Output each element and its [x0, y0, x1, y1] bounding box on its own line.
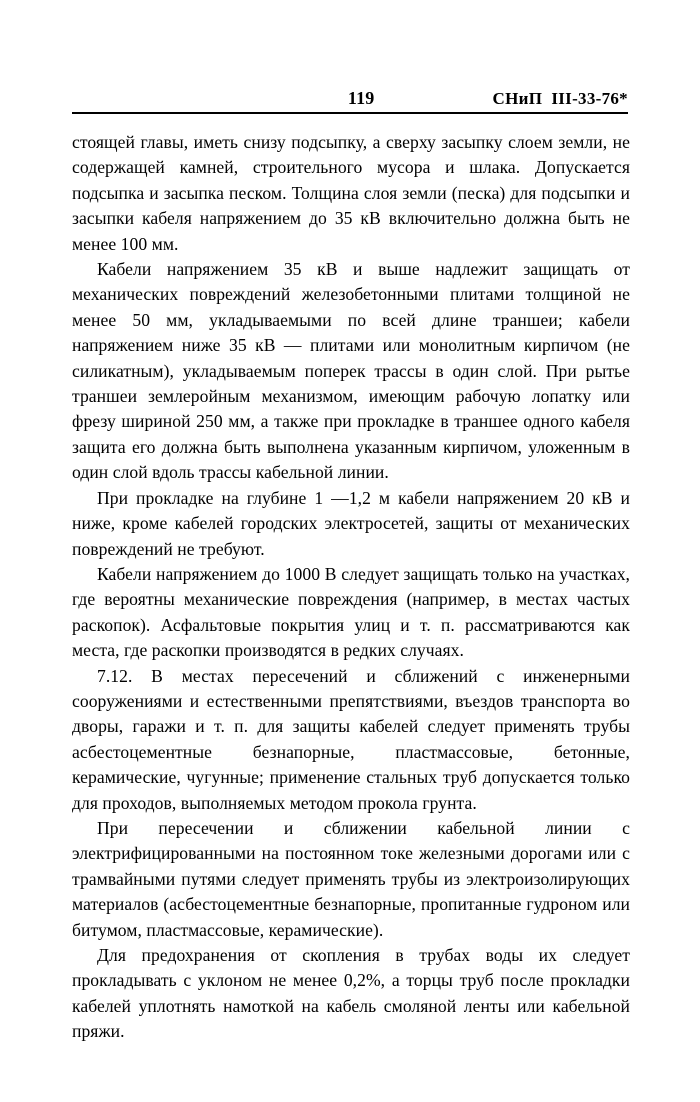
page-header — [72, 88, 628, 109]
paragraph: Кабели напряжением 35 кВ и выше надлежит защищать от механических повреждений железобетонными плитами толщиной не менее 50 мм, укладываемыми по всей длине траншеи; кабели напряжением ниже 35 кВ — плитами или монолитным кирпичом (не силикатным), укладываемым поперек трассы в один слой. При рытье траншеи землеройным механизмом, имеющим рабочую лопатку или фрезу шириной 250 мм, а также при прокладке в траншее одного кабеля защита его должна быть выполнена указанным кирпичом, уложенным в один слой вдоль трассы кабельной линии. — [72, 259, 630, 483]
paragraph: При прокладке на глубине 1 —1,2 м кабели напряжением 20 кВ и ниже, кроме кабелей городских электросетей, защиты от механических повреждений не требуют. — [72, 487, 630, 559]
paragraph: Для предохранения от скопления в трубах воды их следует прокладывать с уклоном не менее 0,2%, а торцы труб после прокладки кабелей уплотнять намоткой на кабель смоляной ленты или кабельной пряжи. — [72, 945, 630, 1042]
header-rule — [72, 112, 628, 114]
paragraph: При пересечении и сближении кабельной линии с электрифицированными на постоянном токе железными дорогами или с трамвайными путями следует применять трубы из электроизолирующих материалов (асбестоцементные безнапорные, пропитанные гудроном или битумом, пластмассовые, керамические). — [72, 817, 630, 940]
paragraph: стоящей главы, иметь снизу подсыпку, а сверху засыпку слоем земли, не содержащей камней, строительного мусора и шлака. Допускается подсыпка и засыпка песком. Толщина слоя земли (песка) для подсыпки и засыпки кабеля напряжением до 35 кВ включительно должна быть не менее 100 мм. — [72, 132, 630, 254]
paragraph: 7.12. В местах пересечений и сближений с инженерными сооружениями и естественными препятствиями, въездов транспорта во дворы, гаражи и т. п. для защиты кабелей следует применять трубы асбестоцементные безнапорные, пластмассовые, бетонные, керамические, чугунные; применение стальных труб допускается только для проходов, выполняемых методом прокола грунта. — [72, 665, 630, 813]
paragraph: Кабели напряжением до 1000 В следует защищать только на участках, где вероятны механические повреждения (например, в местах частых раскопок). Асфальтовые покрытия улиц и т. п. рассматриваются как места, где раскопки производятся в редких случаях. — [72, 563, 630, 661]
body-text — [72, 130, 630, 1045]
page-number: 119 — [347, 88, 375, 108]
document-code: СНиП III-33-76* — [492, 89, 628, 108]
